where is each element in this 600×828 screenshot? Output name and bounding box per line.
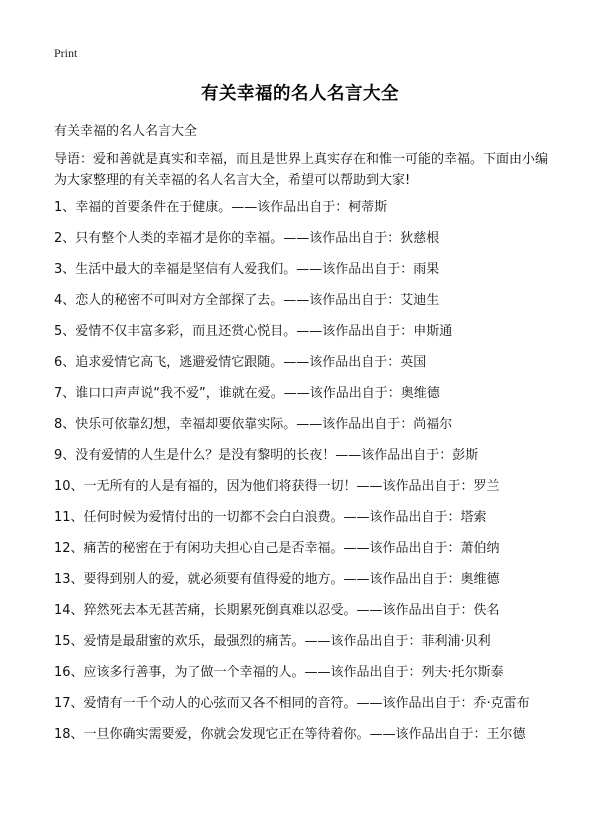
- quote-item: 18、一旦你确实需要爱，你就会发现它正在等待着你。——该作品出自于：王尔德: [54, 727, 526, 742]
- quote-item: 9、没有爱情的人生是什么？是没有黎明的长夜！——该作品出自于：彭斯: [54, 448, 479, 463]
- quote-item: 12、痛苦的秘密在于有闲功夫担心自己是否幸福。——该作品出自于：萧伯纳: [54, 541, 500, 556]
- quote-item: 1、幸福的首要条件在于健康。——该作品出自于：柯蒂斯: [54, 200, 388, 215]
- quote-item: 6、追求爱情它高飞，逃避爱情它跟随。——该作品出自于：英国: [54, 355, 427, 370]
- quote-item: 5、爱情不仅丰富多彩，而且还赏心悦目。——该作品出自于：申斯通: [54, 324, 453, 339]
- quote-list: [54, 199, 548, 757]
- quote-item: 8、快乐可依靠幻想，幸福却要依靠实际。——该作品出自于：尚福尔: [54, 417, 453, 432]
- print-label: Print: [54, 46, 78, 60]
- quote-item: 14、猝然死去本无甚苦痛，长期累死倒真难以忍受。——该作品出自于：佚名: [54, 603, 500, 618]
- intro-paragraph: 导语：爱和善就是真实和幸福，而且是世界上真实存在和惟一可能的幸福。下面由小编为大家整理的有关幸福的名人名言大全，希望可以帮助到大家!: [54, 152, 549, 188]
- quote-item: 4、恋人的秘密不可叫对方全部探了去。——该作品出自于：艾迪生: [54, 293, 440, 308]
- quote-item: 11、任何时候为爱情付出的一切都不会白白浪费。——该作品出自于：塔索: [54, 510, 487, 525]
- quote-item: 2、只有整个人类的幸福才是你的幸福。——该作品出自于：狄慈根: [54, 231, 440, 246]
- quote-item: 3、生活中最大的幸福是坚信有人爱我们。——该作品出自于：雨果: [54, 262, 440, 277]
- quote-item: 13、要得到别人的爱，就必须要有值得爱的地方。——该作品出自于：奥维德: [54, 572, 500, 587]
- quote-item: 15、爱情是最甜蜜的欢乐，最强烈的痛苦。——该作品出自于：菲利浦·贝利: [54, 634, 491, 649]
- quote-item: 16、应该多行善事，为了做一个幸福的人。——该作品出自于：列夫·托尔斯泰: [54, 665, 504, 680]
- subtitle: 有关幸福的名人名言大全: [54, 124, 198, 139]
- quote-item: 17、爱情有一千个动人的心弦而又各不相同的音符。——该作品出自于：乔·克雷布: [54, 696, 530, 711]
- page-title: 有关幸福的名人名言大全: [201, 84, 399, 104]
- quote-item: 10、一无所有的人是有福的，因为他们将获得一切！——该作品出自于：罗兰: [54, 479, 500, 494]
- quote-item: 7、谁口口声声说“我不爱”，谁就在爱。——该作品出自于：奥维德: [54, 386, 440, 401]
